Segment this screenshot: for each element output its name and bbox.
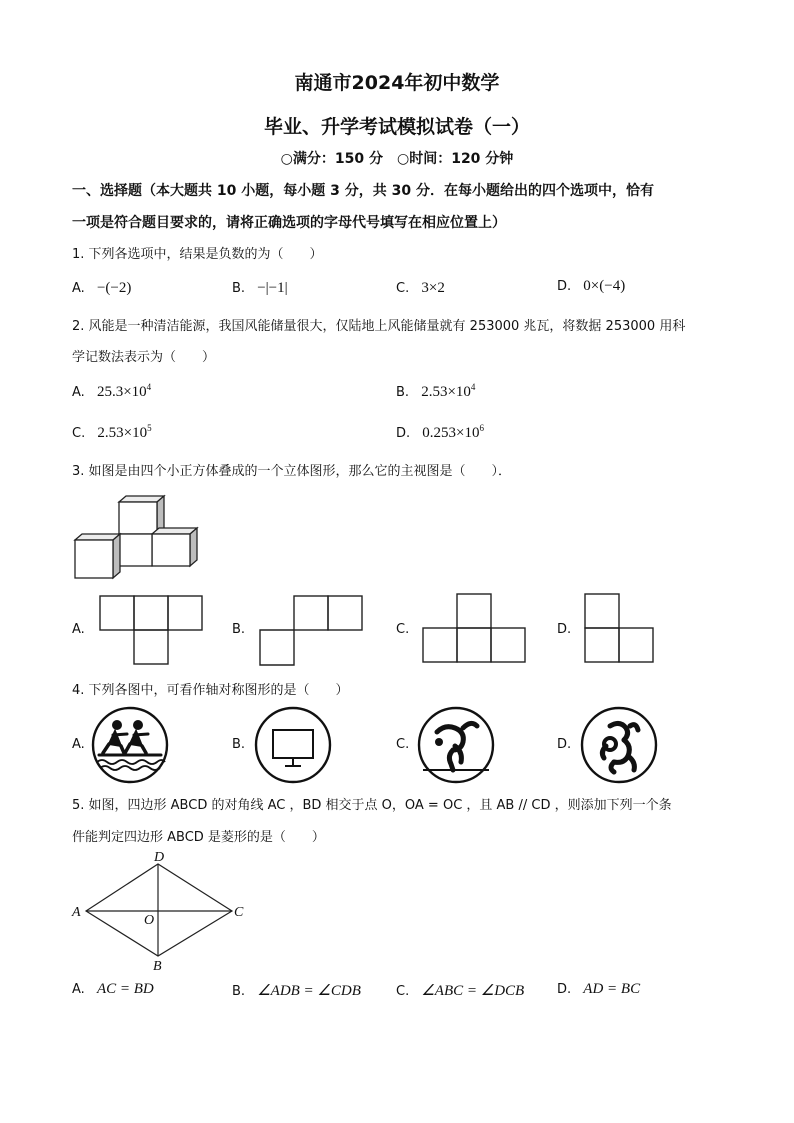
option-text: −(−2): [96, 280, 132, 296]
q5-stem-line1: 5. 如图，四边形 ABCD 的对角线 AC ，BD 相交于点 O，OA = OC ，且 AB // CD ，则添加下列一个条: [72, 798, 672, 813]
option-exponent: 5: [147, 423, 152, 433]
exam-title-line2: 毕业、升学考试模拟试卷（一）: [263, 116, 530, 138]
q4-option-d-label: D.: [557, 737, 572, 752]
option-letter: D.: [557, 982, 572, 997]
option-letter: B.: [396, 385, 410, 400]
q4-option-d-athlete-icon: [580, 706, 658, 784]
vertex-label-b: B: [153, 959, 162, 974]
q5-rhombus-figure: [70, 850, 250, 972]
option-letter: A.: [72, 982, 85, 997]
q4-option-a-rowing-icon: [91, 706, 169, 784]
q1-option-d: [557, 278, 625, 295]
q1-option-c: [396, 280, 445, 297]
q1-stem: 1. 下列各选项中，结果是负数的为（ ）: [72, 247, 323, 262]
option-letter: A.: [72, 281, 85, 296]
option-exponent: 6: [479, 423, 485, 433]
q3-option-c-figure: [422, 593, 526, 665]
q2-stem-line1: 2. 风能是一种清洁能源，我国风能储量很大，仅陆地上风能储量就有 253000 兆瓦，将数据 253000 用科: [72, 319, 686, 334]
vertex-label-a: A: [72, 905, 81, 920]
vertex-label-o: O: [144, 913, 155, 928]
option-text: ∠ADB = ∠CDB: [257, 983, 361, 999]
option-text: −|−1|: [257, 280, 288, 296]
option-letter: D.: [557, 279, 572, 294]
q2-option-a: [72, 382, 151, 401]
q4-option-b-monitor-icon: [254, 706, 332, 784]
option-text: 0×(−4): [583, 278, 626, 294]
q3-option-b-label: B.: [232, 622, 246, 637]
option-letter: B.: [232, 281, 246, 296]
q3-option-b-figure: [259, 595, 363, 667]
q3-option-d-figure: [584, 593, 654, 665]
option-text: 3×2: [421, 280, 445, 296]
q4-option-b-label: B.: [232, 737, 246, 752]
q4-option-a-label: A.: [72, 737, 85, 752]
q3-option-d-label: D.: [557, 622, 572, 637]
option-base: 2.53×10: [97, 425, 148, 441]
q3-option-c-label: C.: [396, 622, 410, 637]
q5-option-c: [396, 981, 524, 1000]
option-base: 0.253×10: [422, 425, 480, 441]
section1-heading-line1: 一、选择题（本大题共 10 小题，每小题 3 分，共 30 分．在每小题给出的四个选项中，恰有: [72, 183, 654, 199]
q3-stem: 3. 如图是由四个小正方体叠成的一个立体图形，那么它的主视图是（ ）．: [72, 464, 512, 479]
q3-cube-figure: [70, 496, 200, 586]
q2-option-c: [72, 423, 152, 442]
vertex-label-c: C: [234, 905, 244, 920]
q3-option-a-figure: [99, 595, 203, 665]
option-text: AD = BC: [583, 981, 641, 997]
option-letter: C.: [396, 281, 410, 296]
option-letter: A.: [72, 385, 85, 400]
q2-option-d: [396, 423, 484, 442]
q1-option-a: [72, 280, 131, 297]
option-letter: D.: [396, 426, 411, 441]
q5-option-b: [232, 981, 361, 1000]
q1-option-b: [232, 280, 288, 297]
q5-option-d: [557, 981, 640, 998]
option-letter: B.: [232, 984, 246, 999]
q5-stem-line2: 件能判定四边形 ABCD 是菱形的是（ ）: [72, 830, 325, 845]
option-base: 25.3×10: [96, 384, 147, 400]
q5-option-a: [72, 981, 154, 998]
option-text: ∠ABC = ∠DCB: [421, 983, 525, 999]
q2-option-b: [396, 382, 475, 401]
q2-stem-line2: 学记数法表示为（ ）: [72, 350, 216, 365]
option-exponent: 4: [470, 382, 476, 392]
vertex-label-d: D: [154, 850, 165, 865]
exam-info: ○满分：150 分 ○时间：120 分钟: [280, 151, 514, 167]
option-exponent: 4: [146, 382, 152, 392]
exam-title-line1: 南通市2024年初中数学: [294, 72, 500, 94]
option-base: 2.53×10: [421, 384, 471, 400]
option-letter: C.: [396, 984, 410, 999]
option-letter: C.: [72, 426, 86, 441]
q4-option-c-label: C.: [396, 737, 410, 752]
q4-option-c-gymnast-icon: [417, 706, 495, 784]
q3-option-a-label: A.: [72, 622, 85, 637]
option-text: AC = BD: [96, 981, 154, 997]
q4-stem: 4. 下列各图中，可看作轴对称图形的是（ ）: [72, 683, 349, 698]
section1-heading-line2: 一项是符合题目要求的，请将正确选项的字母代号填写在相应位置上）: [72, 215, 506, 231]
